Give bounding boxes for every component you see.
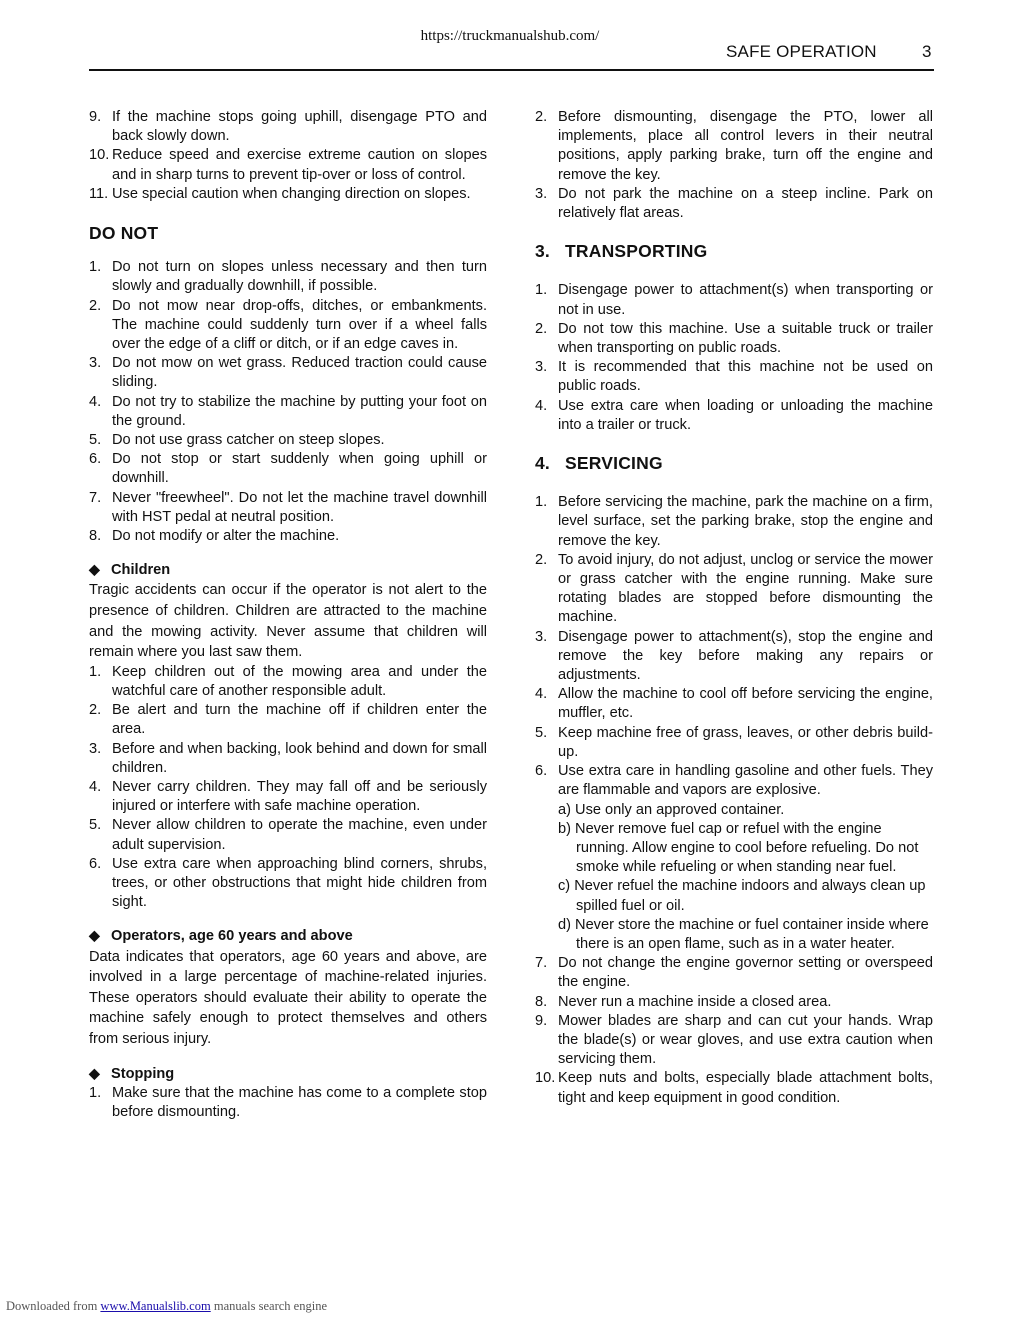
slope-list [89, 108, 487, 204]
list-item [89, 1084, 487, 1122]
item-number: 6. [89, 451, 102, 468]
children-list [89, 663, 487, 913]
list-item [535, 281, 933, 319]
item-text: Do not tow this machine. Use a suitable truck or trailer when transporting on public roads. [558, 320, 933, 357]
diamond-bullet-icon: ◆ [89, 561, 100, 578]
list-item [89, 663, 487, 701]
do-not-heading: DO NOT [89, 223, 159, 244]
item-text: Never carry children. They may fall off and be seriously injured or interfere with safe machine operation. [112, 779, 487, 815]
list-item [89, 855, 487, 913]
item-number: 1. [89, 1084, 102, 1101]
sub-item: a) Use only an approved container. [558, 801, 785, 818]
item-text: Use special caution when changing direction on slopes. [112, 185, 471, 202]
item-number: 5. [535, 724, 548, 741]
footer-suffix: manuals search engine [213, 1299, 327, 1313]
item-text: Never run a machine inside a closed area. [558, 993, 832, 1010]
list-item [535, 1069, 933, 1107]
item-number: 8. [89, 528, 102, 545]
item-text: Reduce speed and exercise extreme caution on slopes and in sharp turns to prevent tip-over or loss of control. [112, 147, 487, 183]
item-number: 7. [89, 489, 102, 506]
item-text: Do not mow near drop-offs, ditches, or embankments. The machine could suddenly turn over if a wheel falls over the edge of a cliff or ditch, or if an edge caves in. [112, 297, 487, 353]
list-item [535, 724, 933, 762]
servicing-heading [535, 454, 933, 473]
operators-heading [89, 926, 487, 946]
transporting-number: 3. [535, 241, 550, 262]
item-number: 3. [89, 355, 102, 372]
stopping-title: Stopping [111, 1065, 175, 1082]
servicing-fuel-item [535, 762, 933, 954]
list-item [89, 185, 487, 204]
children-paragraph: Tragic accidents can occur if the operator is not alert to the presence of children. Children are attracted to the machine and the mowing activity. Never assume that children will remain where you last saw them. [89, 582, 487, 661]
transporting-list [535, 281, 933, 435]
item-text: Do not modify or alter the machine. [112, 528, 340, 545]
item-number: 3. [535, 185, 548, 202]
item-text: Do not try to stabilize the machine by putting your foot on the ground. [112, 393, 487, 429]
item-number: 6. [535, 763, 548, 780]
list-item [535, 762, 933, 954]
item-number: 10. [89, 147, 110, 164]
item-text: Use extra care when loading or unloading the machine into a trailer or truck. [558, 397, 933, 433]
servicing-list [535, 493, 933, 762]
download-footer [6, 1299, 327, 1314]
sub-item: d) Never store the machine or fuel container inside where there is an open flame, such as in a water heater. [558, 916, 929, 952]
item-text: Do not mow on wet grass. Reduced traction could cause sliding. [112, 355, 487, 391]
item-number: 4. [535, 397, 548, 414]
stopping-list-continued [535, 108, 933, 223]
list-item [535, 320, 933, 358]
item-number: 11. [89, 185, 109, 202]
do-not-list [89, 258, 487, 546]
list-item [535, 397, 933, 435]
children-title: Children [111, 562, 171, 579]
manualslib-link[interactable]: www.Manualslib.com [100, 1299, 211, 1313]
item-number: 4. [535, 686, 548, 703]
transporting-title: TRANSPORTING [565, 241, 708, 262]
item-text: Disengage power to attachment(s) when transporting or not in use. [558, 282, 933, 318]
item-text: Make sure that the machine has come to a complete stop before dismounting. [112, 1084, 487, 1121]
diamond-bullet-icon: ◆ [89, 1064, 100, 1081]
list-item [89, 108, 487, 146]
list-item [535, 185, 933, 223]
item-text: Do not stop or start suddenly when going uphill or downhill. [112, 451, 487, 487]
item-number: 9. [535, 1012, 548, 1029]
list-item [535, 954, 933, 992]
diamond-bullet-icon: ◆ [89, 927, 100, 944]
children-heading [89, 560, 487, 580]
item-text: Do not turn on slopes unless necessary and then turn slowly and gradually downhill, if possible. [112, 259, 487, 295]
list-item [89, 431, 487, 450]
page-number: 3 [922, 42, 932, 61]
list-item [535, 628, 933, 686]
item-number: 5. [89, 432, 102, 449]
list-item [535, 493, 933, 551]
list-item [89, 778, 487, 816]
item-text: If the machine stops going uphill, disengage PTO and back slowly down. [112, 109, 487, 145]
source-url: https://truckmanualshub.com/ [420, 28, 600, 44]
item-number: 6. [89, 855, 102, 872]
list-item [89, 816, 487, 854]
servicing-number: 4. [535, 453, 550, 474]
list-item [535, 358, 933, 396]
item-number: 3. [89, 740, 102, 757]
item-text: Do not park the machine on a steep incline. Park on relatively flat areas. [558, 185, 933, 222]
operators-paragraph: Data indicates that operators, age 60 years and above, are involved in a large percentage of machine-related injuries. These operators should evaluate their ability to operate the machine safely enough to protect themselves and others from serious injury. [89, 948, 487, 1048]
item-text: Disengage power to attachment(s), stop the engine and remove the key before making any repairs or adjustments. [558, 628, 933, 684]
item-text: Be alert and turn the machine off if children enter the area. [112, 702, 487, 738]
left-column [89, 108, 487, 1122]
footer-prefix: Downloaded from [6, 1299, 98, 1313]
item-number: 1. [535, 494, 548, 511]
item-number: 3. [535, 628, 548, 645]
list-item [535, 1012, 933, 1070]
item-text: Before servicing the machine, park the machine on a firm, level surface, set the parking brake, stop the engine and remove the key. [558, 494, 933, 549]
item-number: 1. [535, 282, 548, 299]
list-item [535, 551, 933, 628]
item-number: 2. [89, 297, 102, 314]
stopping-list [89, 1084, 487, 1122]
list-item [89, 701, 487, 739]
list-item [89, 146, 487, 184]
right-column [535, 108, 933, 1108]
item-number: 5. [89, 817, 102, 834]
item-number: 4. [89, 393, 102, 410]
item-number: 7. [535, 955, 548, 972]
servicing-title: SERVICING [565, 453, 663, 474]
servicing-list-continued [535, 954, 933, 1108]
transporting-heading [535, 242, 933, 261]
item-text: Never "freewheel". Do not let the machine travel downhill with HST pedal at neutral position. [112, 489, 487, 525]
item-number: 1. [89, 259, 102, 276]
item-number: 2. [535, 320, 548, 337]
stopping-heading [89, 1064, 487, 1084]
item-number: 2. [89, 702, 102, 719]
item-number: 8. [535, 993, 548, 1010]
header-rule [89, 69, 934, 71]
item-text: It is recommended that this machine not be used on public roads. [558, 359, 933, 395]
item-text: Never allow children to operate the machine, even under adult supervision. [112, 817, 487, 853]
item-text: To avoid injury, do not adjust, unclog or service the mower or grass catcher with the engine running. Make sure rotating blades are stopped before dismounting the machine. [558, 551, 933, 626]
item-text: Keep machine free of grass, leaves, or other debris build-up. [558, 724, 933, 760]
list-item [535, 108, 933, 185]
operators-title: Operators, age 60 years and above [111, 928, 353, 945]
item-text: Mower blades are sharp and can cut your hands. Wrap the blade(s) or wear gloves, and use extra caution when servicing them. [558, 1012, 933, 1068]
item-text: Keep children out of the mowing area and under the watchful care of another responsible adult. [112, 663, 487, 700]
item-number: 9. [89, 109, 102, 125]
item-text: Use extra care in handling gasoline and other fuels. They are flammable and vapors are explosive. [558, 763, 933, 799]
sub-item: b) Never remove fuel cap or refuel with the engine running. Allow engine to cool before refueling. Do not smoke while refueling or when standing near fuel. [558, 820, 919, 876]
item-number: 2. [535, 109, 548, 125]
item-number: 4. [89, 779, 102, 796]
list-item [89, 527, 487, 546]
list-item [535, 685, 933, 723]
item-text: Before dismounting, disengage the PTO, lower all implements, place all control levers in their neutral positions, apply parking brake, turn off the engine and remove the key. [558, 109, 933, 183]
list-item [89, 354, 487, 392]
item-number: 1. [89, 663, 102, 680]
item-number: 10. [535, 1070, 556, 1087]
item-number: 2. [535, 551, 548, 568]
item-text: Use extra care when approaching blind corners, shrubs, trees, or other obstructions that might hide children from sight. [112, 855, 487, 911]
list-item [89, 740, 487, 778]
item-text: Keep nuts and bolts, especially blade attachment bolts, tight and keep equipment in good condition. [558, 1070, 933, 1106]
sub-item: c) Never refuel the machine indoors and always clean up spilled fuel or oil. [558, 878, 926, 914]
fuel-sub-list [558, 801, 933, 955]
list-item [89, 450, 487, 488]
list-item [89, 489, 487, 527]
item-number: 3. [535, 359, 548, 376]
list-item [89, 297, 487, 355]
list-item [89, 258, 487, 296]
list-item [89, 393, 487, 431]
section-header: SAFE OPERATION [726, 42, 877, 61]
item-text: Do not use grass catcher on steep slopes. [112, 432, 385, 449]
list-item [535, 993, 933, 1012]
item-text: Before and when backing, look behind and down for small children. [112, 740, 487, 776]
item-text: Do not change the engine governor setting or overspeed the engine. [558, 955, 933, 991]
item-text: Allow the machine to cool off before servicing the engine, muffler, etc. [558, 686, 933, 722]
